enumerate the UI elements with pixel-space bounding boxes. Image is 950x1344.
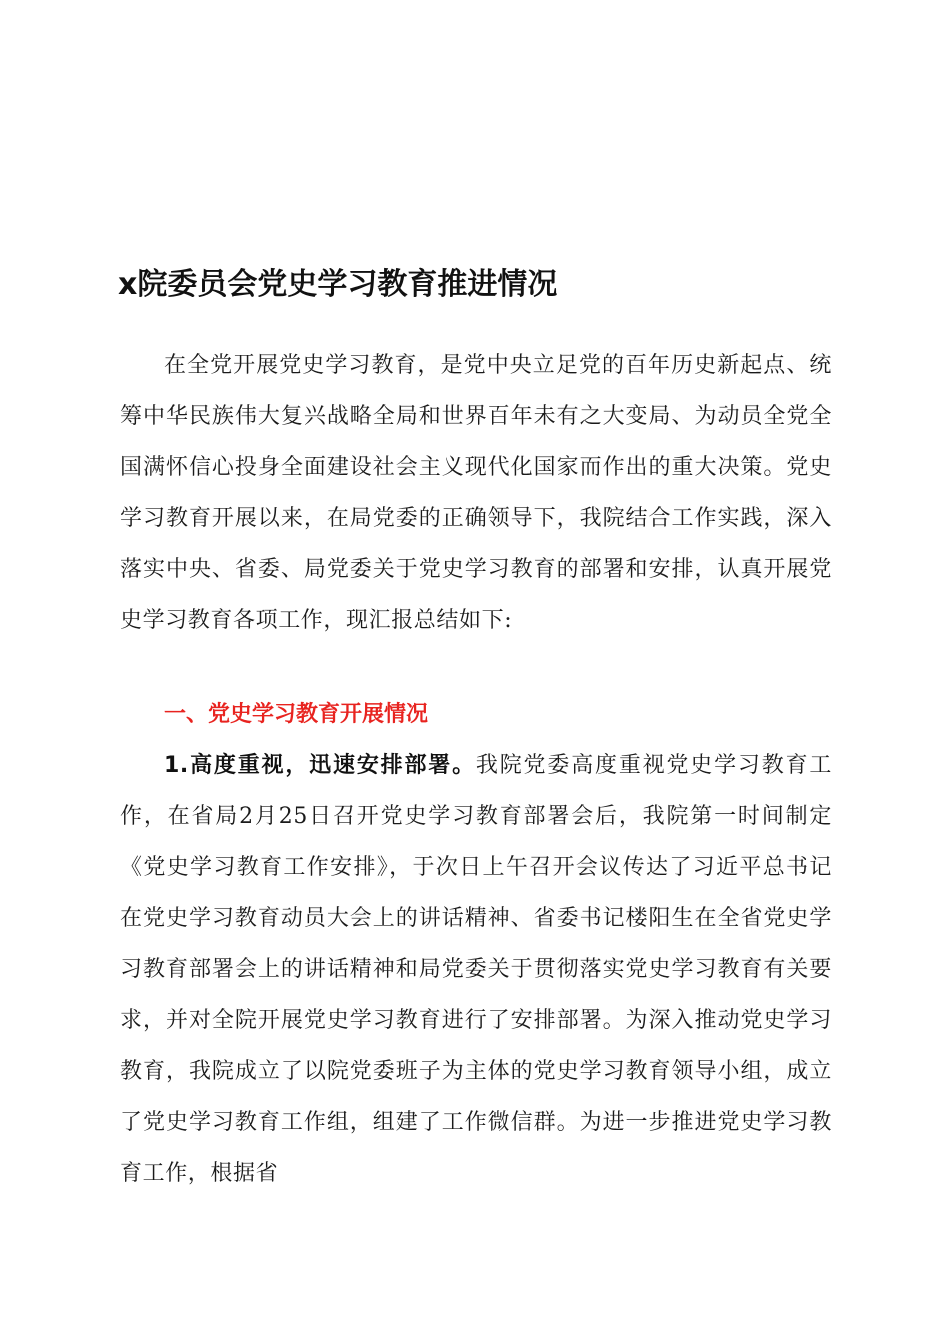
item-body: 我院党委高度重视党史学习教育工作，在省局2月25日召开党史学习教育部署会后，我院第一时间制定《党史学习教育工作安排》，于次日上午召开会议传达了习近平总书记在党史学习教育动员大会上的讲话精神、省委书记楼阳生在全省党史学习教育部署会上的讲话精神和局党委关于贯彻落实党史学习教育有关要求，并对全院开展党史学习教育进行了安排部署。为深入推动党史学习教育，我院成立了以院党委班子为主体的党史学习教育领导小组，成立了党史学习教育工作组，组建了工作微信群。为进一步推进党史学习教育工作，根据省 <box>120 753 832 1186</box>
intro-paragraph: 在全党开展党史学习教育，是党中央立足党的百年历史新起点、统筹中华民族伟大复兴战略全局和世界百年未有之大变局、为动员全党全国满怀信心投身全面建设社会主义现代化国家而作出的重大决策。党史学习教育开展以来，在局党委的正确领导下，我院结合工作实践，深入落实中央、省委、局党委关于党史学习教育的部署和安排，认真开展党史学习教育各项工作，现汇报总结如下: <box>120 353 832 633</box>
item-paragraph <box>120 740 832 1199</box>
item-lead: 1.高度重视，迅速安排部署。 <box>164 753 476 778</box>
section-heading: 一、党史学习教育开展情况 <box>164 702 429 727</box>
document-title: x院委员会党史学习教育推进情况 <box>118 267 558 302</box>
